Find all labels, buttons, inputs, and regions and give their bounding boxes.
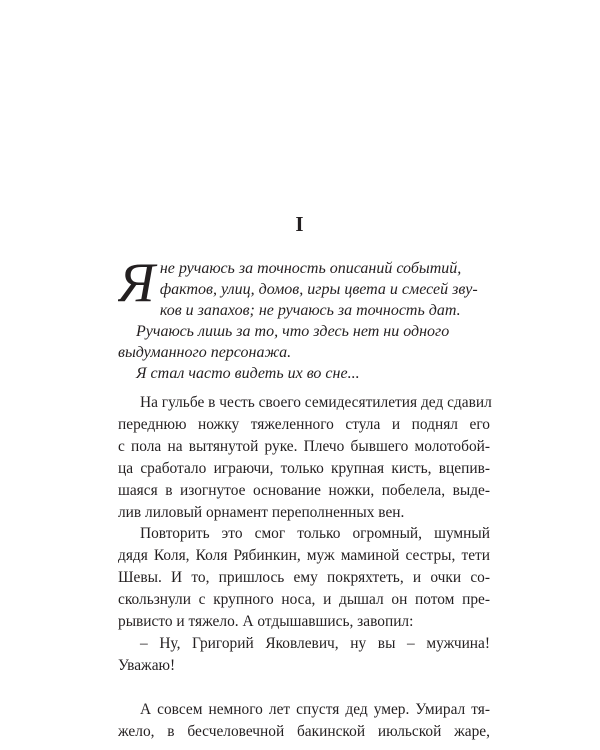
epigraph-line: ков и запахов; не ручаюсь за точность дат. (159, 302, 461, 319)
text-line: с пола на вытянутой руке. Плечо бывшего молотобой- (118, 437, 490, 455)
body-text (118, 392, 490, 743)
paragraph (118, 392, 490, 523)
text-line: Шевы. И то, пришлось ему покряхтеть, и очки со- (118, 569, 490, 587)
text-line: скользнули с крупного носа, и дышал он потом пре- (118, 591, 490, 609)
text-line: лив лиловый орнамент переполненных вен. (118, 503, 405, 521)
section-break (118, 677, 490, 699)
text-line: А совсем немного лет спустя дед умер. Умирал тя- (140, 700, 490, 718)
text-line: рывисто и тяжело. А отдышавшись, завопил: (118, 613, 414, 631)
epigraph-line: Ручаюсь лишь за то, что здесь нет ни одного (136, 323, 450, 340)
epigraph-paragraph (118, 258, 490, 321)
drop-cap: Я (118, 258, 155, 314)
text-line: ца сработало играючи, только крупная кисть, вцепив- (118, 459, 490, 477)
epigraph-line: Я стал часто видеть их во сне... (136, 365, 360, 382)
paragraph (118, 523, 490, 633)
epigraph-paragraph (118, 321, 490, 363)
text-line: На гульбе в честь своего семидесятилетия дед сдавил (140, 394, 492, 411)
text-line: Уважаю! (118, 656, 176, 674)
epigraph-line: выдуманного персонажа. (118, 344, 292, 361)
paragraph (118, 699, 490, 743)
text-line: шаяся в изогнутое основание ножки, побелела, выде- (118, 481, 490, 499)
epigraph-line: не ручаюсь за точность описаний событий, (159, 260, 462, 277)
chapter-number: I (295, 212, 305, 236)
epigraph-line: фактов, улиц, домов, игры цвета и смесей зву- (159, 281, 478, 298)
text-line: жело, в бесчеловечной бакинской июльской жаре, (118, 722, 490, 740)
text-line: переднюю ножку тяжеленного стула и поднял его (118, 415, 490, 433)
epigraph-paragraph (118, 363, 490, 384)
text-line: Повторить это смог только огромный, шумный (140, 525, 490, 543)
text-line: – Ну, Григорий Яковлевич, ну вы – мужчина! (140, 634, 490, 652)
text-line: дядя Коля, Коля Рябинкин, муж маминой сестры, тети (118, 547, 490, 565)
epigraph (118, 258, 490, 384)
paragraph (118, 633, 490, 677)
